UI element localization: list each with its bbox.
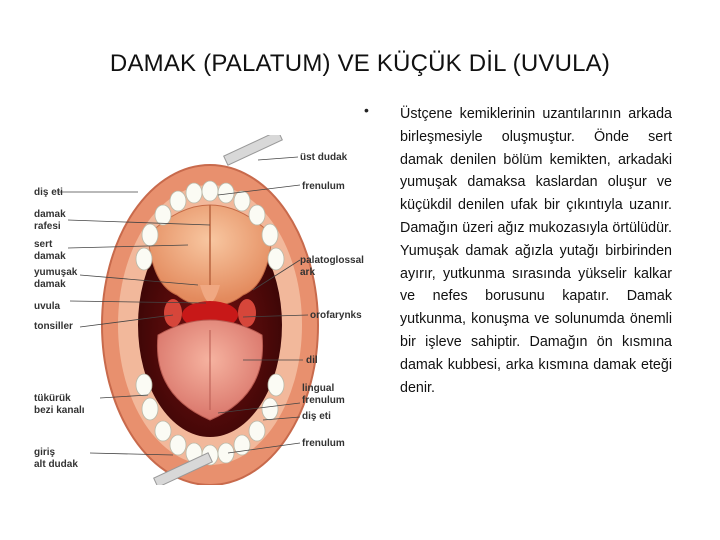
label-damak-rafesi-1: damak bbox=[34, 209, 66, 220]
label-yumusak-damak-2: damak bbox=[34, 279, 66, 290]
bullet-dot: • bbox=[364, 102, 369, 118]
label-orofarynks: orofarynks bbox=[310, 310, 362, 321]
slide-title: DAMAK (PALATUM) VE KÜÇÜK DİL (UVULA) bbox=[109, 50, 611, 77]
label-dis-eti: diş eti bbox=[34, 187, 63, 198]
label-ust-dudak: üst dudak bbox=[300, 152, 348, 163]
label-tonsiller: tonsiller bbox=[34, 321, 73, 332]
label-sert-damak-1: sert bbox=[34, 239, 53, 250]
label-lingual-1: lingual bbox=[302, 383, 335, 394]
label-dis-eti-right: diş eti bbox=[302, 411, 331, 422]
label-uvula: uvula bbox=[34, 301, 61, 312]
label-palatoglossal-1: palatoglossal bbox=[300, 255, 364, 266]
label-frenulum-bottom: frenulum bbox=[302, 438, 345, 449]
label-sert-damak-2: damak bbox=[34, 251, 66, 262]
label-giris-1: giriş bbox=[34, 447, 56, 458]
retractor-top bbox=[224, 135, 283, 165]
tonsil-left bbox=[164, 299, 182, 327]
label-tukuruk-2: bezi kanalı bbox=[34, 405, 85, 416]
label-damak-rafesi-2: rafesi bbox=[34, 221, 61, 232]
label-palatoglossal-2: ark bbox=[300, 267, 316, 278]
label-giris-2: alt dudak bbox=[34, 459, 78, 470]
mouth-anatomy-figure bbox=[28, 135, 383, 485]
tonsil-right bbox=[238, 299, 256, 327]
label-frenulum-top: frenulum bbox=[302, 181, 345, 192]
bullet-text: Üstçene kemiklerinin uzantılarının arkada birleşmesiyle oluşmuştur. Önde sert damak denilen bölüm kemikten, arkadaki yumuşak damaksa kaslardan oluşur ve küçükdil denilen ufak bir çıkıntıyla uzanır. Damağın üzeri ağız mukozasıyla örtülüdür. Yumuşak damak ağızla yutağı birbirinden ayırır, yutkunma sırasında yükselir kalkar ve nefes borusunu kapatır. Damak yutkunma, konuşma ve solunumda önemli bir işleve sahiptir. Damağın ön kısmına damak kubbesi, arka kısmına damak eteği denir. bbox=[400, 106, 672, 396]
label-yumusak-damak-1: yumuşak bbox=[34, 267, 78, 278]
label-dil: dil bbox=[306, 355, 318, 366]
label-tukuruk-1: tükürük bbox=[34, 393, 71, 404]
label-lingual-2: frenulum bbox=[302, 395, 345, 406]
